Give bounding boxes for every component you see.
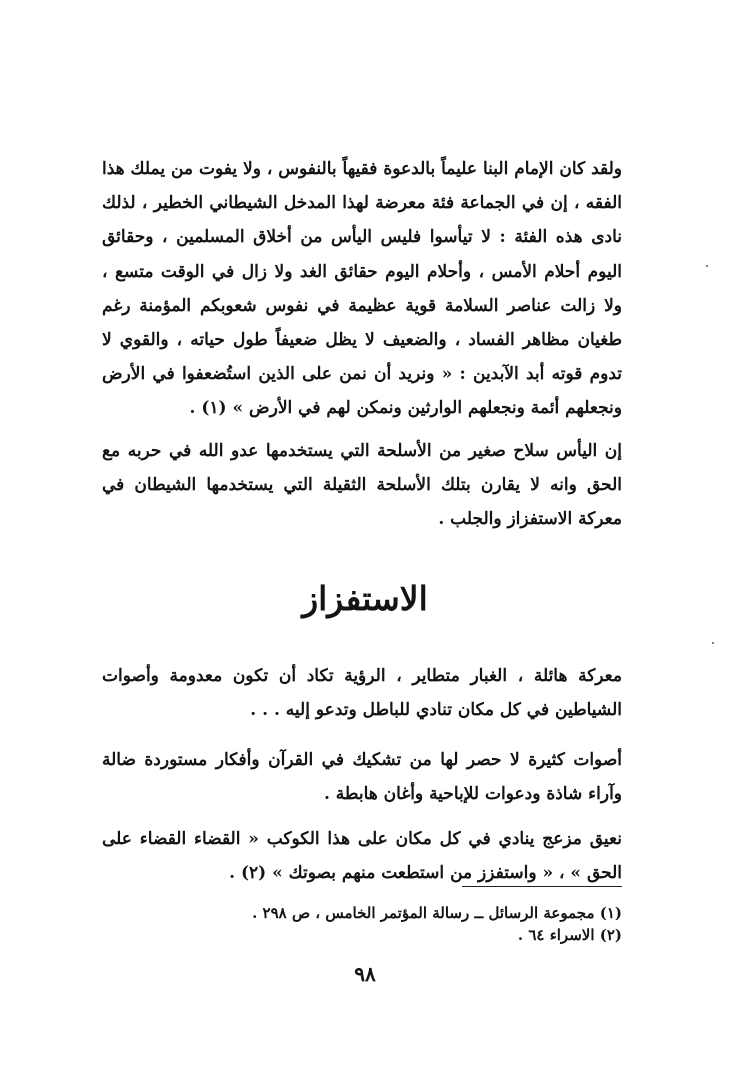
paragraph-annoying-croak: نعيق مزعج ينادي في كل مكان على هذا الكوكب « القضاء القضاء على الحق » ، « واستفزز من استطعت منهم بصوتك » (٢) . [102, 829, 622, 884]
scan-speck [706, 265, 708, 267]
footnotes [102, 902, 622, 946]
footnote-divider [462, 886, 622, 887]
section-heading: الاستفزاز [302, 579, 428, 619]
paragraph-many-voices: أصوات كثيرة لا حصر لها من تشكيك في القرآن وأفكار مستوردة ضالة وآراء شاذة ودعوات للإباحية وأغان هابطة . [102, 750, 622, 805]
paragraph-imam-banna: ولقد كان الإمام البنا عليماً بالدعوة فقيهاً بالنفوس ، ولا يفوت من يملك هذا الفقه ، إن في الجماعة فئة معرضة لهذا المدخل الشيطاني الخطير ، لذلك نادى هذه الفئة : لا تيأسوا فليس اليأس من أخلاق المسلمين ، وحقائق اليوم أحلام الأمس ، وأحلام اليوم حقائق الغد ولا زال في الوقت متسع ، ولا زالت عناصر السلامة قوية عظيمة في نفوس شعوبكم المؤمنة رغم طغيان مظاهر الفساد ، والضعيف لا يظل ضعيفاً طول حياته ، والقوي لا تدوم قوته أبد الآبدين : « ونريد أن نمن على الذين استُضعفوا في الأرض ونجعلهم أئمة ونجعلهم الوارثين ونمكن لهم في الأرض » (١) . [102, 159, 622, 419]
paragraph-despair-weapon: إن اليأس سلاح صغير من الأسلحة التي يستخدمها عدو الله في حربه مع الحق وانه لا يقارن بتلك الأسلحة الثقيلة التي يستخدمها الشيطان في معركة الاستفزاز والجلب . [102, 441, 622, 530]
footnote-2: (٢) الاسراء ٦٤ . [517, 926, 622, 944]
footnote-1: (١) مجموعة الرسائل ــ رسالة المؤتمر الخامس ، ص ٢٩٨ . [252, 904, 622, 922]
paragraph-great-battle: معركة هائلة ، الغبار متطاير ، الرؤية تكاد أن تكون معدومة وأصوات الشياطين في كل مكان تنادي للباطل وتدعو إليه . . . [102, 666, 622, 721]
page-number: ٩٨ [354, 962, 376, 986]
scan-speck [712, 642, 714, 644]
